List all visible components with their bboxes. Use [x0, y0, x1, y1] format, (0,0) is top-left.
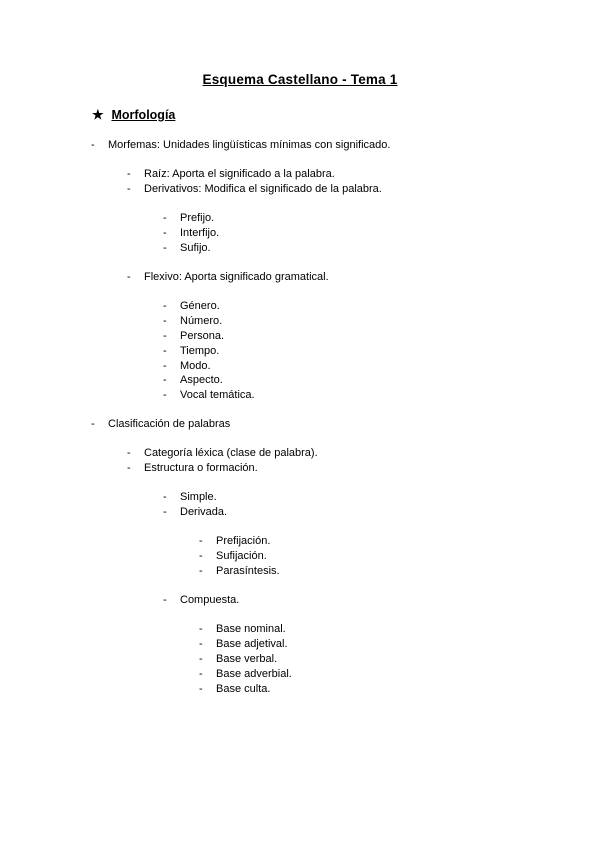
list-item-text: Tiempo. — [180, 345, 220, 357]
section-label: Morfología — [111, 108, 176, 122]
list-item-text: Flexivo: Aporta significado gramatical. — [144, 271, 329, 283]
list-item-text: Base adverbial. — [216, 668, 292, 680]
list-item-text: Base culta. — [216, 683, 271, 695]
list-item-text: Derivativos: Modifica el significado de la palabra. — [144, 183, 382, 195]
list-item-text: Raíz: Aporta el significado a la palabra. — [144, 168, 335, 180]
list-item-text: Parasíntesis. — [216, 565, 280, 577]
bullet-dash: - — [163, 212, 167, 224]
list-item-text: Derivada. — [180, 506, 228, 518]
bullet-dash: - — [127, 183, 131, 195]
bullet-dash: - — [163, 227, 167, 239]
bullet-dash: - — [199, 550, 203, 562]
list-item-text: Número. — [180, 315, 223, 327]
star-icon: ★ — [92, 107, 104, 122]
bullet-dash: - — [163, 360, 167, 372]
list-item-text: Base nominal. — [216, 623, 286, 635]
bullet-dash: - — [163, 242, 167, 254]
list-item-text: Clasificación de palabras — [108, 418, 231, 430]
bullet-dash: - — [127, 447, 131, 459]
list-item-text: Prefijo. — [180, 212, 215, 224]
list-item-text: Sufijo. — [180, 242, 211, 254]
list-item-text: Base adjetival. — [216, 638, 288, 650]
bullet-dash: - — [163, 389, 167, 401]
bullet-dash: - — [163, 330, 167, 342]
bullet-dash: - — [163, 300, 167, 312]
bullet-dash: - — [91, 139, 95, 151]
bullet-dash: - — [127, 168, 131, 180]
bullet-dash: - — [127, 462, 131, 474]
list-item-text: Vocal temática. — [180, 389, 255, 401]
document-title: Esquema Castellano - Tema 1 — [202, 72, 398, 87]
bullet-dash: - — [163, 374, 167, 386]
bullet-dash: - — [163, 315, 167, 327]
list-item-text: Persona. — [180, 330, 225, 342]
bullet-dash: - — [163, 594, 167, 606]
bullet-dash: - — [199, 653, 203, 665]
bullet-dash: - — [163, 491, 167, 503]
bullet-dash: - — [91, 418, 95, 430]
list-item-text: Morfemas: Unidades lingüísticas mínimas con significado. — [108, 139, 391, 151]
list-item-text: Género. — [180, 300, 220, 312]
list-item-text: Prefijación. — [216, 535, 271, 547]
bullet-dash: - — [199, 638, 203, 650]
bullet-dash: - — [127, 271, 131, 283]
bullet-dash: - — [199, 623, 203, 635]
list-item-text: Aspecto. — [180, 374, 223, 386]
bullet-dash: - — [199, 668, 203, 680]
list-item-text: Categoría léxica (clase de palabra). — [144, 447, 318, 459]
list-item-text: Compuesta. — [180, 594, 240, 606]
bullet-dash: - — [163, 345, 167, 357]
list-item-text: Modo. — [180, 360, 211, 372]
bullet-dash: - — [199, 565, 203, 577]
bullet-dash: - — [199, 535, 203, 547]
list-item-text: Sufijación. — [216, 550, 267, 562]
list-item-text: Interfijo. — [180, 227, 220, 239]
section-heading — [92, 107, 175, 123]
list-item-text: Estructura o formación. — [144, 462, 258, 474]
list-item-text: Simple. — [180, 491, 217, 503]
bullet-dash: - — [199, 683, 203, 695]
list-item-text: Base verbal. — [216, 653, 278, 665]
bullet-dash: - — [163, 506, 167, 518]
